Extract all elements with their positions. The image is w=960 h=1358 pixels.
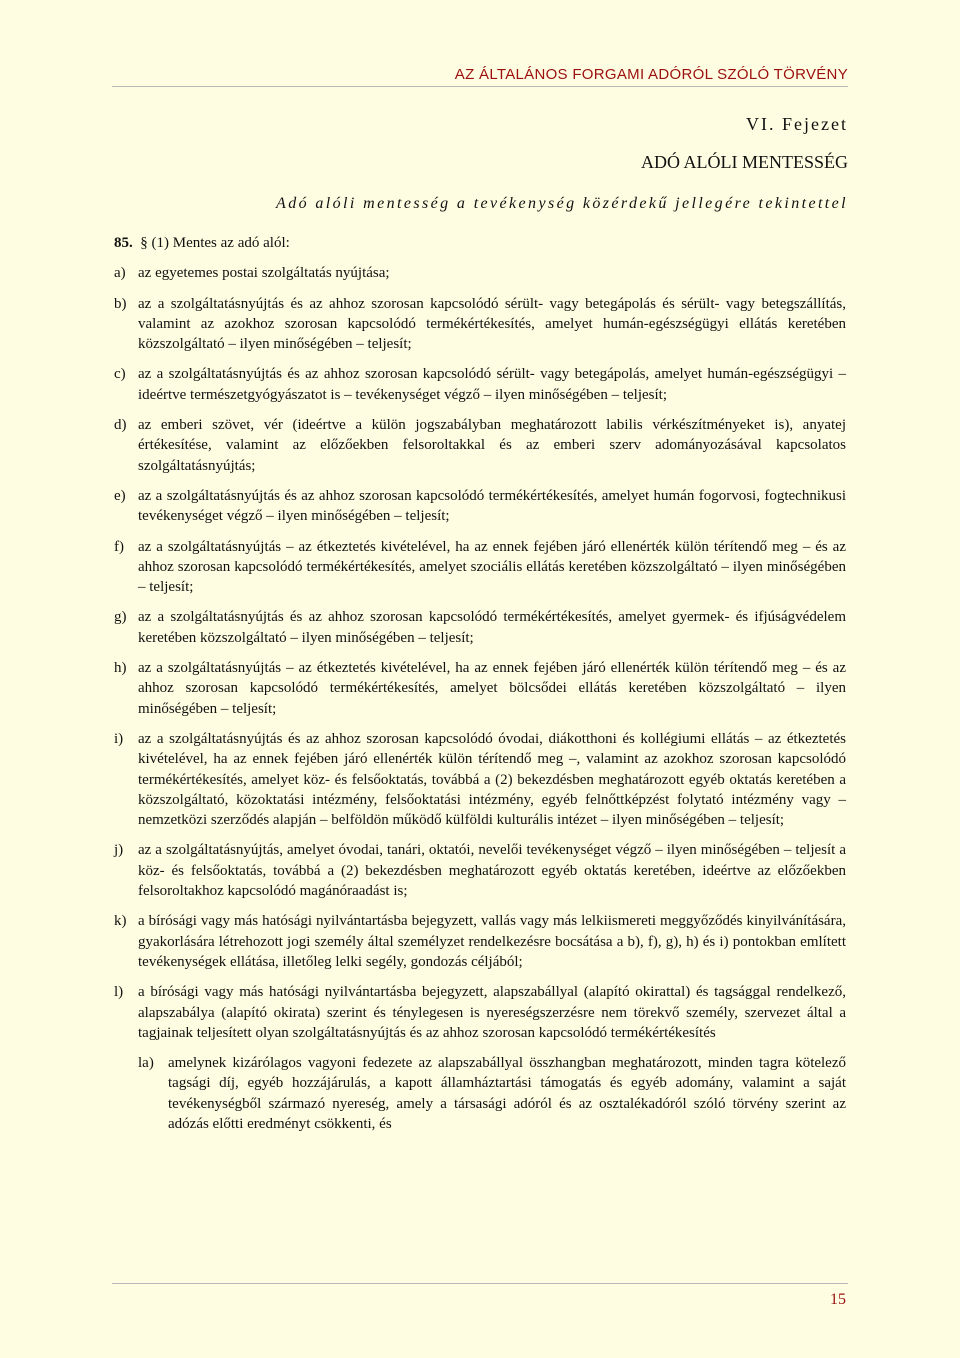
item-text: az a szolgáltatásnyújtás és az ahhoz szorosan kapcsolódó termékértékesítés, amelyet humán fogorvosi, fogtechnikusi tevékenységet végző – ilyen minőségében – teljesít;: [138, 487, 846, 525]
item-body: [138, 982, 846, 1134]
list-item: [114, 840, 846, 901]
item-label: h): [114, 660, 127, 677]
list-item: [114, 607, 846, 648]
section-intro: § (1) Mentes az adó alól:: [140, 235, 290, 251]
page-number: 15: [830, 1291, 846, 1308]
list-item: [114, 263, 846, 283]
item-label: e): [114, 487, 126, 504]
item-text: a bírósági vagy más hatósági nyilvántartásba bejegyzett, vallás vagy más lelkiismereti meggyőződés kinyilvánítására, gyakorlására létrehozott jogi személy által személyzet rendelkezésre bocsátása a b), f), g), h) és i) pontokban említett tevékenységek ellátása, illetőleg lelki segély, gondozás céljából;: [138, 913, 846, 970]
list-item: [114, 486, 846, 527]
item-text: az a szolgáltatásnyújtás – az étkeztetés kivételével, ha az ennek fejében járó ellenérték külön térítendő meg – és az ahhoz szorosan kapcsolódó termékértékesítés, amelyet bölcsődei ellátás keretében közszolgáltató – ilyen minőségében – teljesít;: [138, 660, 846, 717]
item-text: az emberi szövet, vér (ideértve a külön jogszabályban meghatározott labilis vérkészítményeket is), anyatej értékesítése, valamint az előzőekben felsoroltakkal és az emberi szerv adományozásával kapcsolatos szolgáltatásnyújtás;: [138, 417, 846, 474]
item-text: az a szolgáltatásnyújtás és az ahhoz szorosan kapcsolódó óvodai, diákotthoni és kollégiumi ellátás – az étkeztetés kivételével, ha az ennek fejében járó ellenérték külön térítendő meg –, valamint az azokhoz szorosan kapcsolódó termékértékesítés, amelyet köz- és felsőoktatás, továbbá a (2) bekezdésben meghatározott egyéb oktatás keretében a közszolgáltató, közoktatási intézmény, felsőoktatási intézmény, egyéb felnőttképzést folytató intézmény vagy – nemzetközi szerződés alapján – belföldön működő külföldi kulturális intézet – ilyen minőségében – teljesít;: [138, 730, 846, 829]
section-body: [114, 233, 846, 1144]
item-label: f): [114, 538, 124, 555]
sub-item-text: amelynek kizárólagos vagyoni fedezete az alapszabállyal összhangban meghatározott, minden tagra kötelező tagsági díj, egyéb hozzájárulás, a kapott államháztartási támogatás és egyéb adomány, valamint a saját tevékenységből származó nyereség, amely a társasági adóról és az osztalékadóról szóló törvény szerint az adózás előtti eredményt csökkenti, és: [168, 1055, 846, 1132]
item-text: a bírósági vagy más hatósági nyilvántartásba bejegyzett, alapszabállyal (alapító okirattal) és tagsággal rendelkező, alapszabálya (alapító okirata) szerint és ténylegesen is nyereségszerzésre nem törekvő személy, szervezet által a tagjainak teljesített olyan szolgáltatásnyújtás és az ahhoz szorosan kapcsolódó termékértékesítés: [138, 984, 846, 1041]
list-item: [114, 537, 846, 598]
item-text: az egyetemes postai szolgáltatás nyújtása;: [138, 265, 390, 282]
item-label: a): [114, 265, 126, 282]
item-label: l): [114, 984, 124, 1001]
list-item: [114, 658, 846, 719]
running-header: AZ ÁLTALÁNOS FORGAMI ADÓRÓL SZÓLÓ TÖRVÉNY: [112, 66, 848, 87]
list-item: [114, 364, 846, 405]
item-text: az a szolgáltatásnyújtás és az ahhoz szorosan kapcsolódó termékértékesítés, amelyet gyermek- és ifjúságvédelem keretében közszolgáltató – ilyen minőségében – teljesít;: [138, 609, 846, 646]
item-label: b): [114, 295, 127, 312]
chapter-title: ADÓ ALÓLI MENTESSÉG: [641, 152, 848, 172]
list-item: [114, 294, 846, 355]
item-text: az a szolgáltatásnyújtás és az ahhoz szorosan kapcsolódó sérült- vagy betegápolás és sérült- vagy betegszállítás, valamint az azokhoz szorosan kapcsolódó termékértékesítés, amelyet humán-egészségügyi ellátás keretében közszolgáltató – ilyen minőségében – teljesít;: [138, 295, 846, 353]
sub-item: [138, 1053, 846, 1134]
item-label: d): [114, 417, 127, 434]
footer-divider: [112, 1283, 848, 1284]
item-text: az a szolgáltatásnyújtás és az ahhoz szorosan kapcsolódó sérült- vagy betegápolás, amelyet humán-egészségügyi – ideértve természetgyógyászatot is – tevékenységet végző – ilyen minőségében – teljesít;: [138, 366, 846, 403]
chapter-number: VI. Fejezet: [746, 114, 848, 134]
list-item: [114, 729, 846, 830]
list-item: [114, 982, 846, 1134]
item-label: i): [114, 730, 124, 747]
item-text: az a szolgáltatásnyújtás, amelyet óvodai, tanári, oktatói, nevelői tevékenységet végző – ilyen minőségében – teljesít a köz- és felsőoktatás, továbbá a (2) bekezdésben meghatározott egyéb oktatás keretében, ideértve az előzőekben felsoroltakhoz kapcsolódó magánóraadást is;: [138, 842, 846, 900]
list-item: [114, 911, 846, 972]
sub-item-label: la): [138, 1055, 154, 1072]
item-label: g): [114, 609, 127, 626]
chapter-subtitle: Adó alóli mentesség a tevékenység közérdekű jellegére tekintettel: [276, 195, 848, 212]
section-heading: [114, 233, 846, 253]
item-text: az a szolgáltatásnyújtás – az étkeztetés kivételével, ha az ennek fejében járó ellenérték külön térítendő meg – és az ahhoz szorosan kapcsolódó termékértékesítés, amelyet szociális ellátás keretében közszolgáltató – ilyen minőségében – teljesít;: [138, 538, 846, 596]
section-number: 85.: [114, 235, 133, 251]
item-label: j): [114, 842, 124, 859]
item-label: c): [114, 366, 126, 383]
item-label: k): [114, 913, 127, 930]
list-item: [114, 415, 846, 476]
